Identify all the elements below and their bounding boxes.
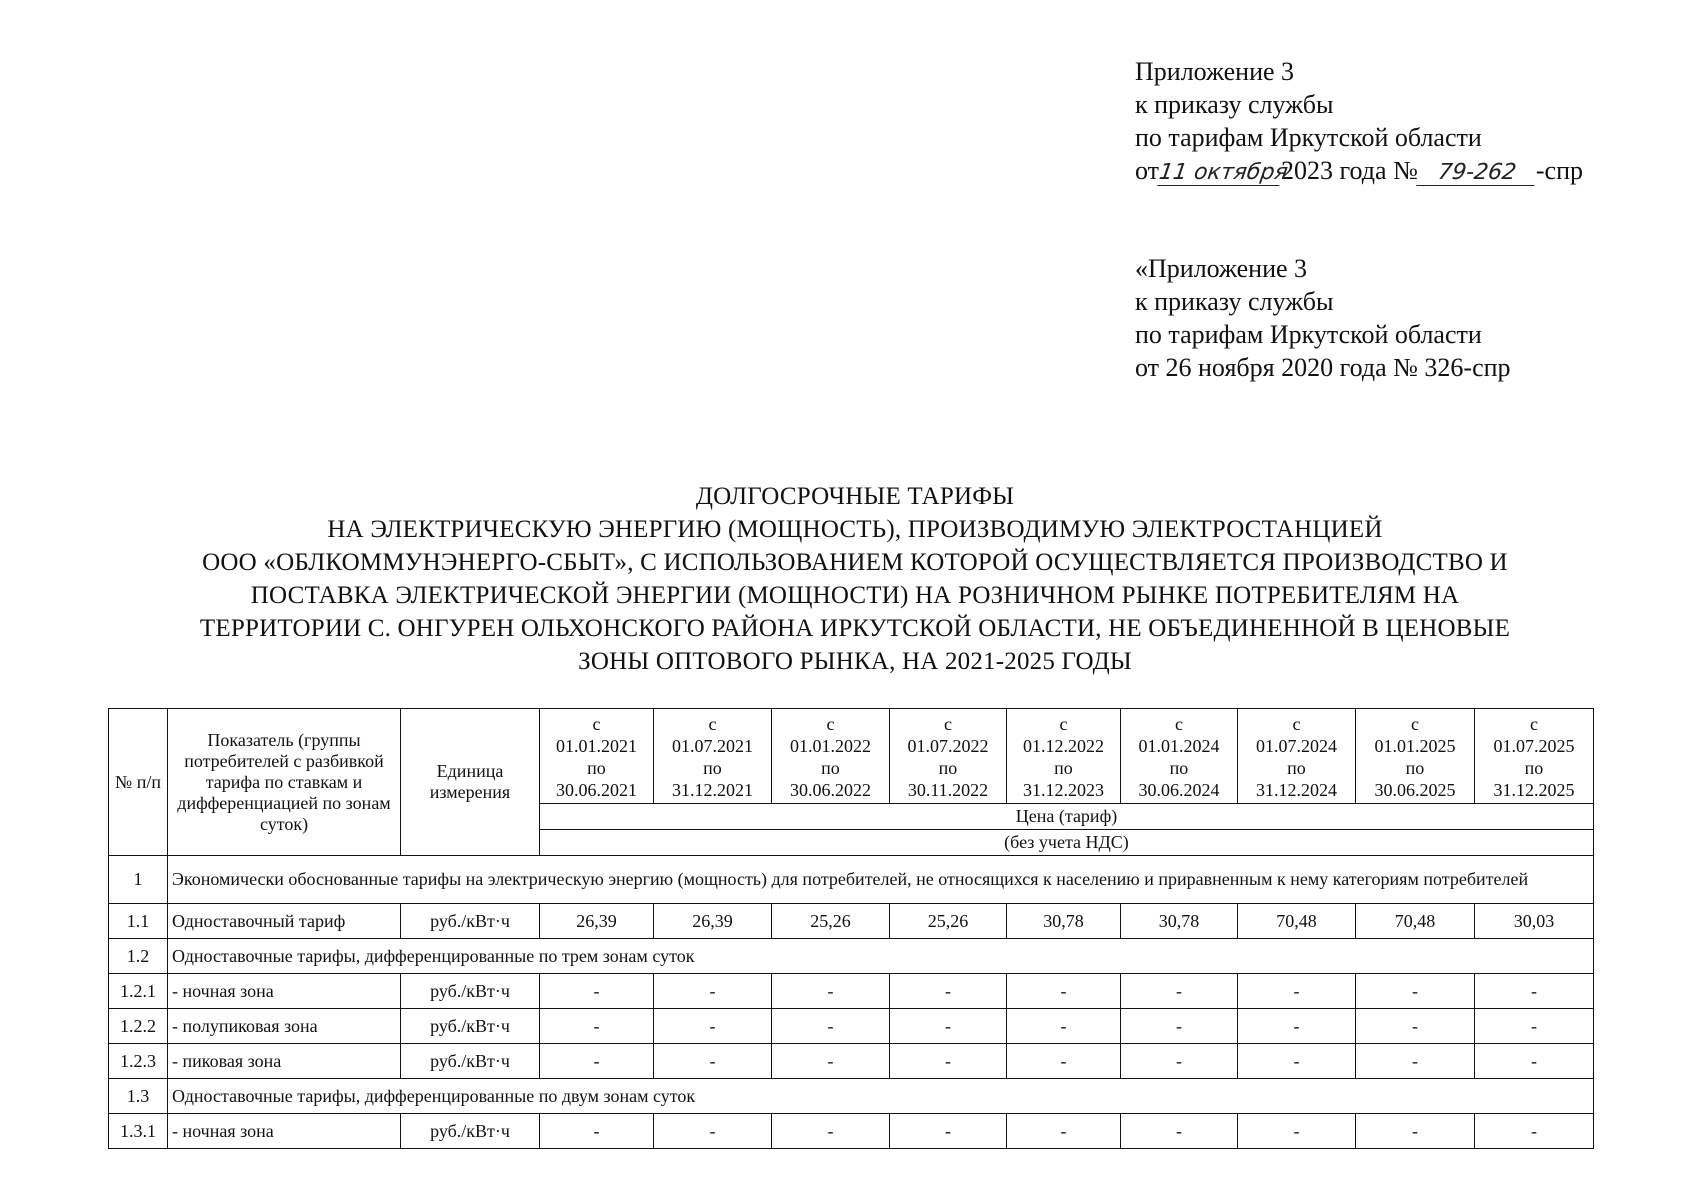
header-period: с 01.12.2022 по 31.12.2023 [1007,709,1121,804]
header-indicator: Показатель (группы потребителей с разбивкой тарифа по ставкам и дифференциацией по зонам суток) [168,709,401,856]
table-row [109,1114,1594,1149]
tariff-value-cell: - [654,1009,772,1044]
document-title [100,480,1610,678]
table-section-row [109,1079,1594,1114]
approval-block-original-order [1135,252,1511,384]
approval-line-date-number [1135,154,1583,187]
table-row [109,1009,1594,1044]
tariff-value-cell: - [890,1044,1007,1079]
tariff-value-cell: 25,26 [890,904,1007,939]
tariff-value-cell: - [890,1114,1007,1149]
tariff-value-cell: - [1007,974,1121,1009]
tariff-value-cell: - [772,1044,890,1079]
tariff-value-cell: - [654,1044,772,1079]
tariff-value-cell: 26,39 [654,904,772,939]
header-period: с 01.07.2022 по 30.11.2022 [890,709,1007,804]
tariff-value-cell: - [1475,1009,1594,1044]
header-price: Цена (тариф) [540,804,1594,830]
tariff-value-cell: - [1238,1009,1356,1044]
table-row [109,904,1594,939]
tariff-value-cell: - [540,1044,654,1079]
tariff-value-cell: - [1121,974,1238,1009]
header-num: № п/п [109,709,168,856]
tariff-value-cell: - [1007,1044,1121,1079]
tariff-value-cell: - [1356,1009,1475,1044]
tariff-value-cell: - [1475,974,1594,1009]
row-number: 1.2.2 [109,1009,168,1044]
table-section-row [109,939,1594,974]
tariff-value-cell: - [772,1114,890,1149]
handwritten-order-number: 79-262 [1416,161,1538,186]
tariff-value-cell: - [1238,1114,1356,1149]
title-line: ООО «ОБЛКОММУНЭНЕРГО-СБЫТ», С ИСПОЛЬЗОВАНИЕМ КОТОРОЙ ОСУЩЕСТВЛЯЕТСЯ ПРОИЗВОДСТВО И [202,549,1508,576]
row-number: 1.2.1 [109,974,168,1009]
indicator-name: - пиковая зона [168,1044,401,1079]
tariff-value-cell: - [1121,1114,1238,1149]
title-line: ЗОНЫ ОПТОВОГО РЫНКА, НА 2021-2025 ГОДЫ [578,648,1132,675]
tariff-value-cell: - [540,974,654,1009]
date-prefix: от [1135,156,1160,185]
approval-line-order: к приказу службы [1135,287,1334,316]
unit-cell: руб./кВт·ч [401,974,540,1009]
tariff-value-cell: - [540,1009,654,1044]
unit-cell: руб./кВт·ч [401,904,540,939]
indicator-name: - полупиковая зона [168,1009,401,1044]
tariff-value-cell: - [1121,1009,1238,1044]
section-name: Одноставочные тарифы, дифференцированные по двум зонам суток [168,1079,1594,1114]
table-row [109,974,1594,1009]
row-number: 1.2 [109,939,168,974]
header-period: с 01.01.2022 по 30.06.2022 [772,709,890,804]
table-section-row [109,856,1594,904]
approval-line-order: к приказу службы [1135,90,1334,119]
tariff-value-cell: - [540,1114,654,1149]
section-name: Одноставочные тарифы, дифференцированные по трем зонам суток [168,939,1594,974]
tariff-value-cell: - [1356,974,1475,1009]
indicator-name: - ночная зона [168,1114,401,1149]
approval-line-appendix: Приложение 3 [1135,57,1295,86]
tariff-value-cell: - [1475,1044,1594,1079]
tariff-value-cell: - [1121,1044,1238,1079]
tariff-value-cell: 70,48 [1356,904,1475,939]
header-unit: Единица измерения [401,709,540,856]
order-number-suffix: -спр [1535,156,1583,185]
header-period: с 01.01.2025 по 30.06.2025 [1356,709,1475,804]
row-number: 1 [109,856,168,904]
header-vat-note: (без учета НДС) [540,830,1594,856]
header-period: с 01.01.2024 по 30.06.2024 [1121,709,1238,804]
approval-line-appendix: «Приложение 3 [1135,254,1308,283]
indicator-name: - ночная зона [168,974,401,1009]
row-number: 1.2.3 [109,1044,168,1079]
header-period: с 01.07.2025 по 31.12.2025 [1475,709,1594,804]
approval-line-service: по тарифам Иркутской области [1135,123,1482,152]
title-line: ПОСТАВКА ЭЛЕКТРИЧЕСКОЙ ЭНЕРГИИ (МОЩНОСТИ) НА РОЗНИЧНОМ РЫНКЕ ПОТРЕБИТЕЛЯМ НА [250,582,1460,609]
indicator-name: Одноставочный тариф [168,904,401,939]
tariff-value-cell: 26,39 [540,904,654,939]
tariff-value-cell: - [654,1114,772,1149]
unit-cell: руб./кВт·ч [401,1114,540,1149]
date-year: 2023 года № [1281,156,1418,185]
title-line: НА ЭЛЕКТРИЧЕСКУЮ ЭНЕРГИЮ (МОЩНОСТЬ), ПРОИЗВОДИМУЮ ЭЛЕКТРОСТАНЦИЕЙ [327,516,1383,543]
tariff-value-cell: 30,03 [1475,904,1594,939]
tariff-value-cell: - [1007,1009,1121,1044]
unit-cell: руб./кВт·ч [401,1009,540,1044]
tariff-value-cell: - [1356,1044,1475,1079]
approval-line-date-number: от 26 ноября 2020 года № 326-спр [1135,353,1511,382]
header-period: с 01.01.2021 по 30.06.2021 [540,709,654,804]
row-number: 1.3.1 [109,1114,168,1149]
tariff-table [108,708,1594,1149]
tariff-value-cell: 70,48 [1238,904,1356,939]
tariff-value-cell: 25,26 [772,904,890,939]
tariff-value-cell: - [1356,1114,1475,1149]
approval-line-service: по тарифам Иркутской области [1135,320,1482,349]
tariff-value-cell: - [1238,1044,1356,1079]
tariff-value-cell: - [1475,1114,1594,1149]
section-name: Экономически обоснованные тарифы на электрическую энергию (мощность) для потребителей, не относящихся к населению и приравненным к нему категориям потребителей [168,856,1594,904]
tariff-value-cell: - [890,974,1007,1009]
row-number: 1.1 [109,904,168,939]
header-period: с 01.07.2024 по 31.12.2024 [1238,709,1356,804]
title-line: ТЕРРИТОРИИ С. ОНГУРЕН ОЛЬХОНСКОГО РАЙОНА ИРКУТСКОЙ ОБЛАСТИ, НЕ ОБЪЕДИНЕННОЙ В ЦЕНОВЫЕ [199,615,1511,642]
approval-block-current-order [1135,55,1583,187]
tariff-value-cell: - [772,1009,890,1044]
table-row [109,1044,1594,1079]
row-number: 1.3 [109,1079,168,1114]
title-line: ДОЛГОСРОЧНЫЕ ТАРИФЫ [695,483,1015,510]
unit-cell: руб./кВт·ч [401,1044,540,1079]
tariff-value-cell: - [890,1009,1007,1044]
tariff-value-cell: - [654,974,772,1009]
tariff-value-cell: - [1007,1114,1121,1149]
header-period: с 01.07.2021 по 31.12.2021 [654,709,772,804]
tariff-value-cell: - [1238,974,1356,1009]
tariff-value-cell: - [772,974,890,1009]
tariff-value-cell: 30,78 [1007,904,1121,939]
handwritten-date: 11 октября [1157,160,1290,185]
tariff-value-cell: 30,78 [1121,904,1238,939]
